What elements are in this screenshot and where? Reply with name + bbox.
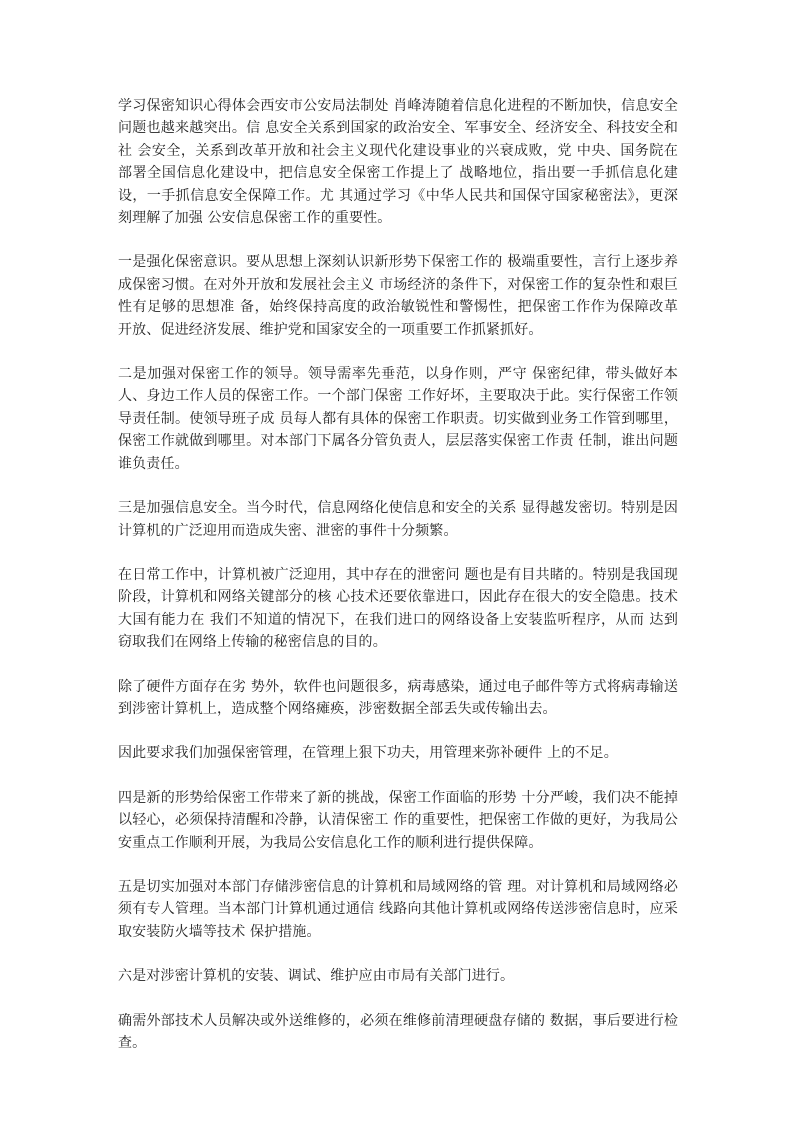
paragraph-intro: 学习保密知识心得体会西安市公安局法制处 肖峰涛随着信息化进程的不断加快，信息安全问题也越来越突出。信 息安全关系到国家的政治安全、军事安全、经济安全、科技安全和社 会安全，关系到改革开放和社会主义现代化建设事业的兴衰成败，党 中央、国务院在部署全国信息化建设中，把信息安全保密工作提上了 战略地位，指出要一手抓信息化建设，一手抓信息安全保障工作。尤 其通过学习《中华人民共和国保守国家秘密法》，更深刻理解了加强 公安信息保密工作的重要性。 [118,98,678,227]
paragraph-point-1: 一是强化保密意识。要从思想上深刻认识新形势下保密工作的 极端重要性，言行上逐步养成保密习惯。在对外开放和发展社会主义 市场经济的条件下，对保密工作的复杂性和艰巨性有足够的思想准 备，始终保持高度的政治敏锐性和警惕性，把保密工作作为保障改革 开放、促进经济发展、维护党和国家安全的一项重要工作抓紧抓好。 [118,254,678,338]
document-body [118,95,678,1076]
paragraph-point-5: 五是切实加强对本部门存储涉密信息的计算机和局域网络的管 理。对计算机和局域网络必须有专人管理。当本部门计算机通过通信 线路向其他计算机或网络传送涉密信息时，应采取安装防火墙等技术 保护措施。 [118,878,678,940]
paragraph-point-3: 三是加强信息安全。当今时代，信息网络化使信息和安全的关系 显得越发密切。特别是因计算机的广泛迎用而造成失密、泄密的事件十分频繁。 [118,500,678,539]
paragraph-software: 除了硬件方面存在劣 势外，软件也问题很多，病毒感染，通过电子邮件等方式将病毒输送到涉密计算机上，造成整个网络瘫痪，涉密数据全部丢失或传输出去。 [118,678,678,717]
paragraph-point-4: 四是新的形势给保密工作带来了新的挑战，保密工作面临的形势 十分严峻，我们决不能掉以轻心，必须保持清醒和冷静，认清保密工 作的重要性，把保密工作做的更好，为我局公安重点工作顺利开展，为我局公安信息化工作的顺利进行提供保障。 [118,789,678,851]
paragraph-point-6: 六是对涉密计算机的安装、调试、维护应由市局有关部门进行。 [118,968,515,985]
paragraph-management: 因此要求我们加强保密管理，在管理上狠下功夫，用管理来弥补硬件 上的不足。 [118,745,618,762]
paragraph-point-2: 二是加强对保密工作的领导。领导需率先垂范，以身作则，严守 保密纪律，带头做好本人、身边工作人员的保密工作。一个部门保密 工作好坏，主要取决于此。实行保密工作领导责任制。使领导班子成 员每人都有具体的保密工作职责。切实做到业务工作管到哪里，保密工作就做到哪里。对本部门下属各分管负责人，层层落实保密工作责 任制，谁出问题谁负责任。 [118,366,678,472]
paragraph-daily-work: 在日常工作中，计算机被广泛迎用，其中存在的泄密问 题也是有目共睹的。特别是我国现阶段，计算机和网络关键部分的核 心技术还要依靠进口，因此存在很大的安全隐患。技术大国有能力在 我们不知道的情况下，在我们进口的网络设备上安装监听程序，从而 达到窃取我们在网络上传输的秘密信息的目的。 [118,566,678,651]
paragraph-maintenance: 确需外部技术人员解决或外送维修的，必须在维修前清理硬盘存储的 数据，事后要进行检查。 [118,1012,678,1051]
